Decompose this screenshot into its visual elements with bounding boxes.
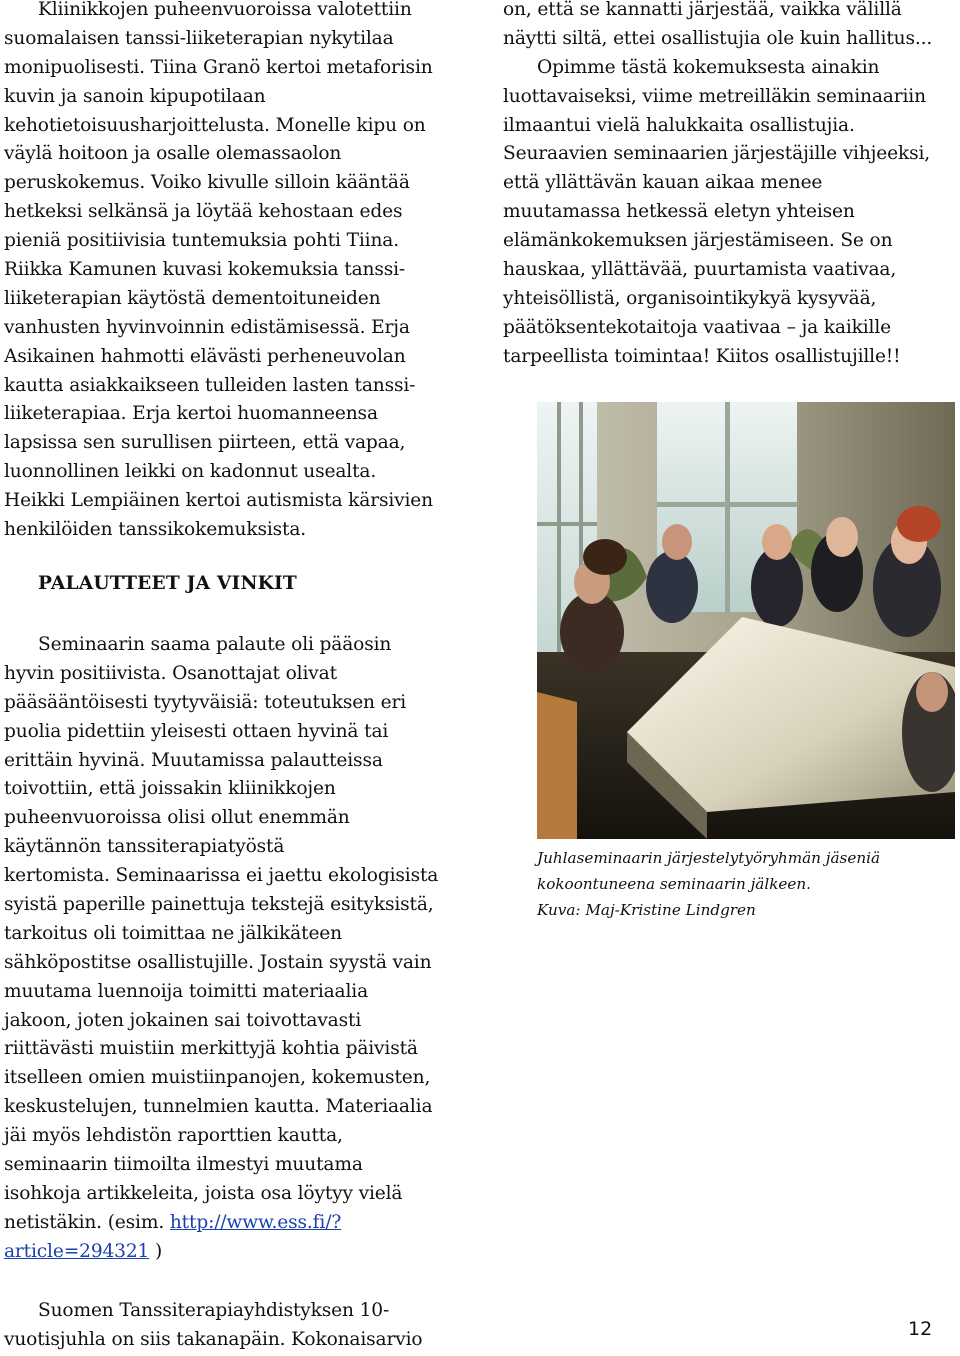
text-line-with-link [4, 1238, 438, 1267]
article-link-continued[interactable]: article=294321 [4, 1240, 150, 1262]
text-segment: netistäkin. (esim. [4, 1211, 170, 1233]
text-line: muutamassa hetkessä eletyn yhteisen [503, 201, 855, 223]
text-line: Seuraavien seminaarien järjestäjille vihjeeksi, [503, 143, 931, 165]
text-line: henkilöiden tanssikokemuksista. [4, 519, 307, 541]
text-line: toivottiin, että joissakin kliinikkojen [4, 778, 336, 800]
text-line: kehotietoisuusharjoittelusta. Monelle kipu on [4, 114, 426, 136]
text-line: kautta asiakkaikseen tulleiden lasten tanssi- [4, 374, 416, 396]
group-photo [537, 402, 955, 839]
paragraph-lessons [503, 54, 930, 372]
text-line: hauskaa, yllättävää, puurtamista vaativaa, [503, 259, 897, 281]
text-line: vuotisjuhla on siis takanapäin. Kokonaisarvio [4, 1328, 423, 1350]
text-line: kertomista. Seminaarissa ei jaettu ekologisista [4, 865, 439, 887]
text-line: Seminaarin saama palaute oli pääosin [38, 634, 392, 655]
text-line: on, että se kannatti järjestää, vaikka välillä [503, 0, 902, 20]
text-line: Kliinikkojen puheenvuoroissa valotettiin [38, 0, 412, 20]
text-line: elämänkokemuksen järjestämiseen. Se on [503, 230, 893, 252]
text-line: lapsissa sen surullisen piirteen, että vapaa, [4, 432, 406, 454]
text-line: Asikainen hahmotti elävästi perheneuvolan [4, 345, 406, 367]
text-line: tarkoitus oli toimittaa ne jälkikäteen [4, 922, 342, 944]
text-line: luonnollinen leikki on kadonnut usealta. [4, 461, 377, 483]
text-line: liiketerapiaa. Erja kertoi huomanneensa [4, 403, 378, 425]
text-line: jakoon, joten jokainen sai toivottavasti [4, 1009, 362, 1031]
text-segment: ) [149, 1240, 163, 1262]
paragraph-clinicians [4, 0, 433, 545]
seminar-group-photo-image [537, 402, 955, 839]
text-line: pääsääntöisesti tyytyväisiä: toteutuksen eri [4, 691, 407, 713]
text-line: hetkeksi selkänsä ja löytää kehostaan edes [4, 201, 403, 223]
text-line: ilmaantui vielä halukkaita osallistujia. [503, 114, 855, 136]
text-line: Suomen Tanssiterapiayhdistyksen 10- [38, 1300, 390, 1321]
text-line: näytti siltä, ettei osallistujia ole kuin hallitus... [503, 27, 933, 49]
text-line: keskustelujen, tunnelmien kautta. Materiaalia [4, 1096, 433, 1118]
text-line: tarpeellista toimintaa! Kiitos osallistujille!! [503, 345, 901, 367]
text-line: seminaarin tiimoilta ilmestyi muutama [4, 1154, 363, 1176]
text-line: sähköpostitse osallistujille. Jostain syystä vain [4, 951, 432, 973]
page-number: 12 [908, 1318, 933, 1340]
text-line: hyvin positiivista. Osanottajat olivat [4, 662, 337, 684]
paragraph-continuation [503, 0, 932, 54]
text-line-with-link [4, 1209, 438, 1238]
text-line: käytännön tanssiterapiatyöstä [4, 836, 285, 858]
caption-line: kokoontuneena seminaarin jälkeen. [537, 874, 811, 893]
text-line: itselleen omien muistiinpanojen, kokemusten, [4, 1067, 431, 1089]
text-line: pieniä positiivisia tuntemuksia pohti Tiina. [4, 230, 399, 252]
text-line: erittäin hyvinä. Muutamissa palautteissa [4, 749, 383, 771]
text-line: puheenvuoroissa olisi ollut enemmän [4, 807, 350, 829]
text-line: luottavaiseksi, viime metreilläkin seminaariin [503, 85, 926, 107]
text-line: puolia pidettiin yleisesti ottaen hyvinä tai [4, 720, 389, 742]
paragraph-anniversary [4, 1297, 422, 1355]
text-line: vanhusten hyvinvoinnin edistämisessä. Erja [4, 316, 410, 338]
article-link[interactable]: http://www.ess.fi/? [169, 1211, 342, 1233]
photo-caption [537, 846, 957, 923]
section-heading: PALAUTTEET JA VINKIT [38, 573, 297, 594]
text-line: väylä hoitoon ja osalle olemassaolon [4, 143, 342, 165]
text-line: peruskokemus. Voiko kivulle silloin kääntää [4, 172, 410, 194]
text-line: syistä paperille painettuja tekstejä esityksistä, [4, 894, 434, 916]
text-line: että yllättävän kauan aikaa menee [503, 172, 823, 194]
caption-line: Kuva: Maj-Kristine Lindgren [537, 900, 756, 919]
text-line: isohkoja artikkeleita, joista osa löytyy vielä [4, 1182, 403, 1204]
text-line: suomalaisen tanssi-liiketerapian nykytilaa [4, 27, 394, 49]
text-line: jäi myös lehdistön raporttien kautta, [4, 1125, 343, 1147]
paragraph-feedback [4, 631, 438, 1267]
text-line: yhteisöllistä, organisointikykyä kysyvää, [503, 287, 877, 309]
text-line: muutama luennoija toimitti materiaalia [4, 980, 369, 1002]
caption-line: Juhlaseminaarin järjestelytyöryhmän jäseniä [537, 849, 881, 867]
text-line: Riikka Kamunen kuvasi kokemuksia tanssi- [4, 259, 406, 281]
text-line: Heikki Lempiäinen kertoi autismista kärsivien [4, 490, 433, 512]
text-line: liiketerapian käytöstä dementoituneiden [4, 287, 381, 309]
text-line: Opimme tästä kokemuksesta ainakin [537, 56, 880, 78]
text-line: monipuolisesti. Tiina Granö kertoi metaforisin [4, 56, 433, 78]
text-line: päätöksentekotaitoja vaativaa – ja kaikille [503, 316, 892, 338]
text-line: riittävästi muistiin merkittyjä kohtia päivistä [4, 1038, 418, 1060]
text-line: kuvin ja sanoin kipupotilaan [4, 85, 266, 107]
